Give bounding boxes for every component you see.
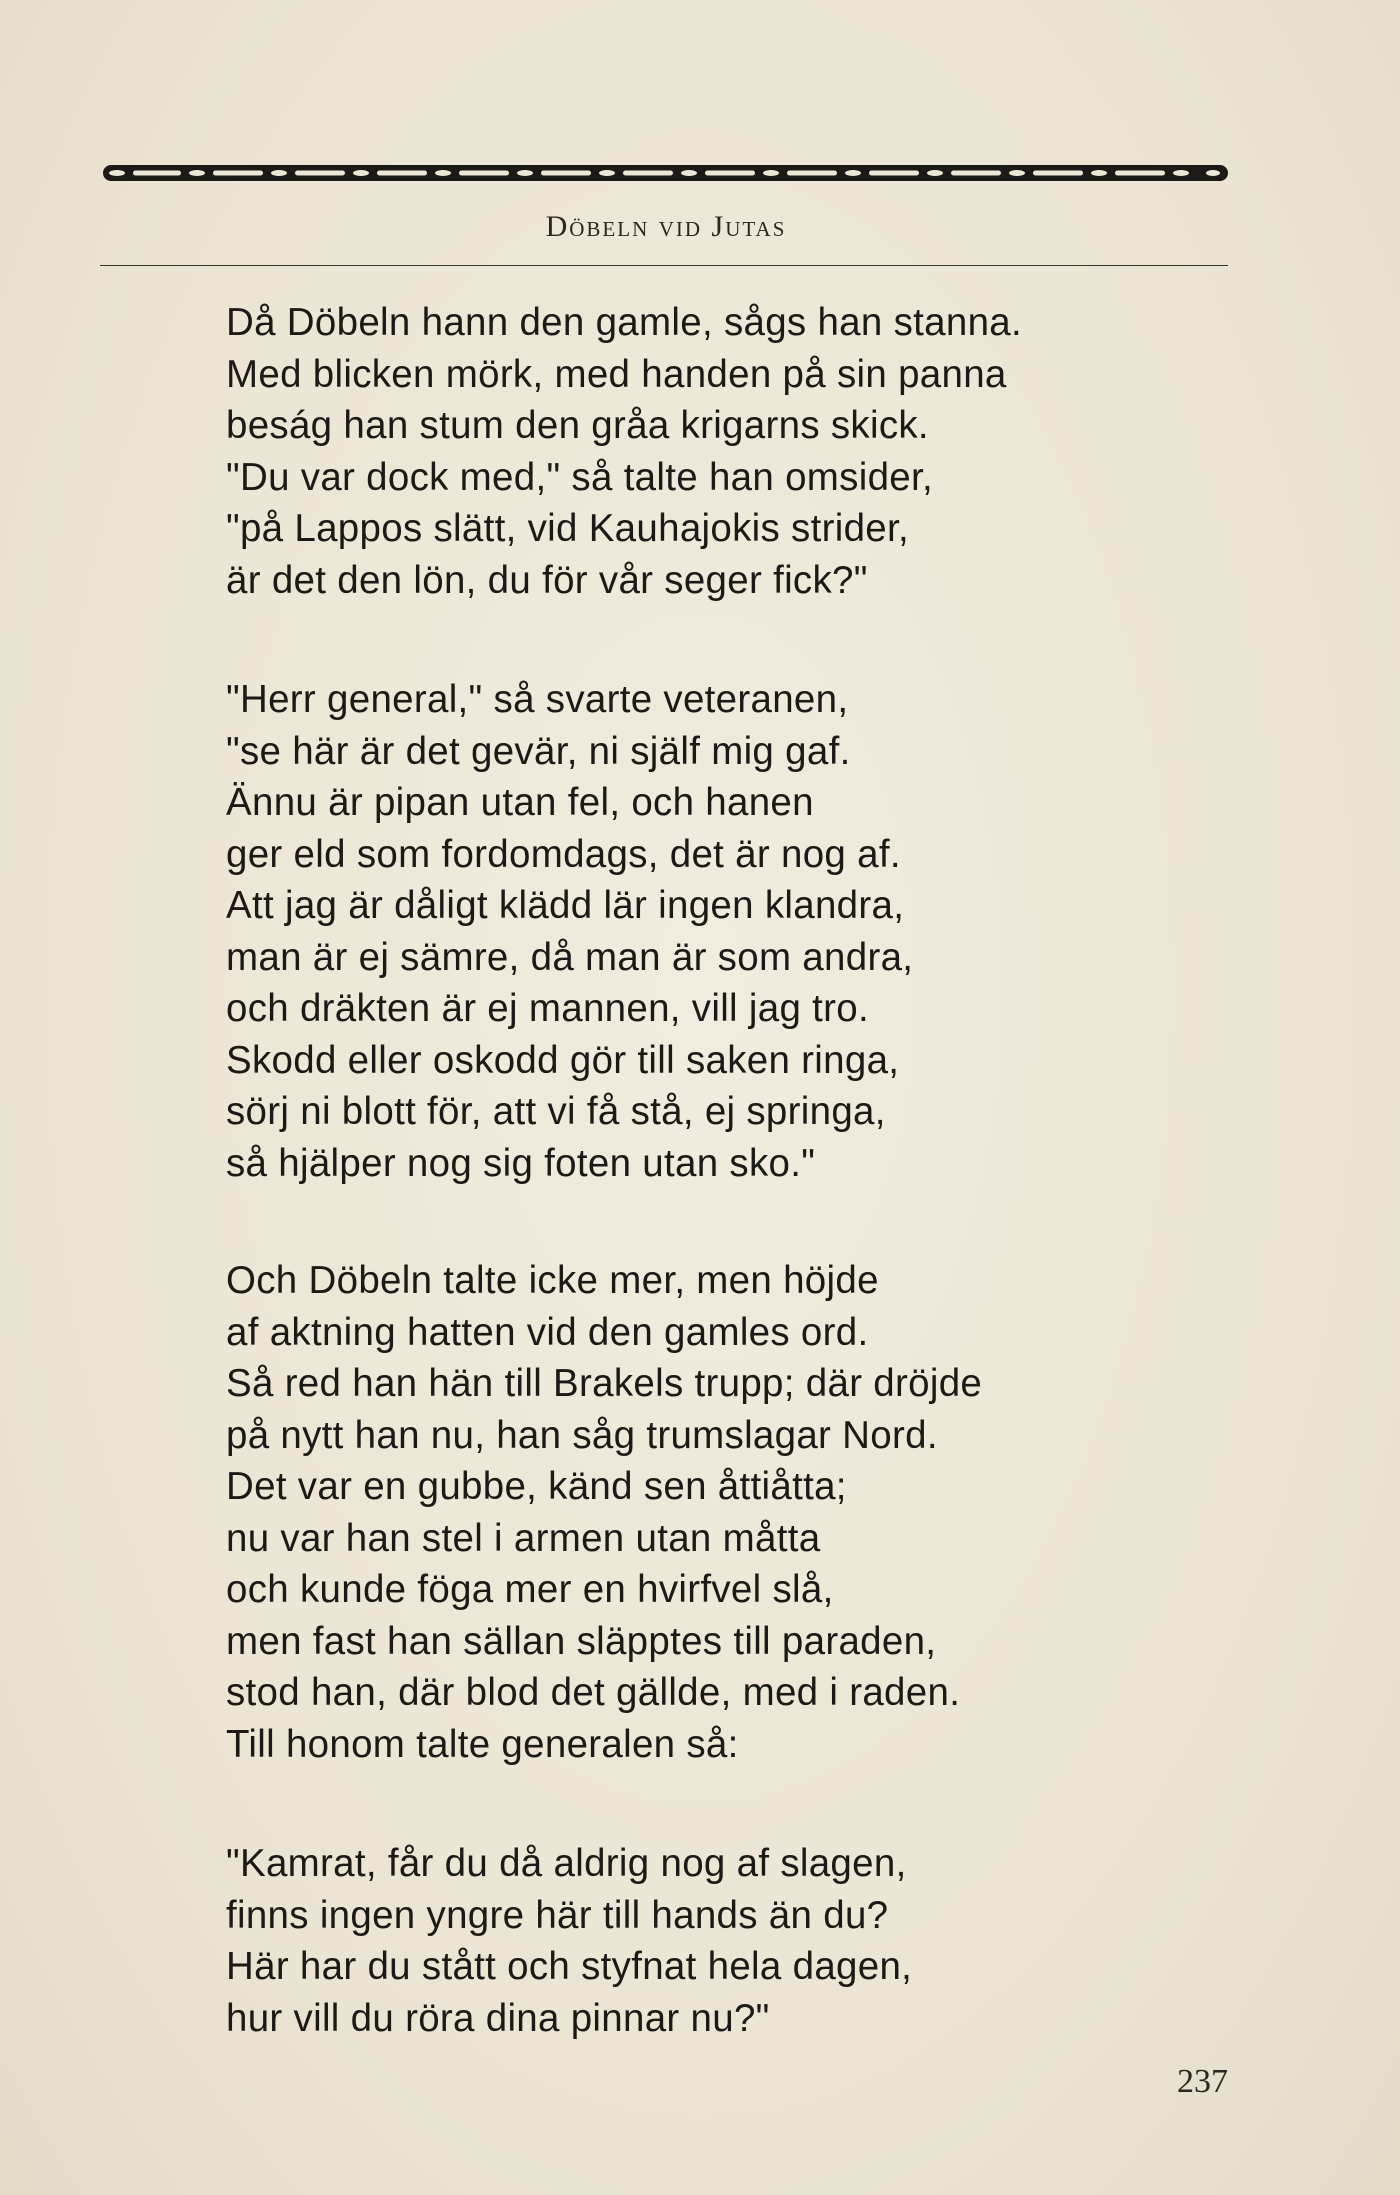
stanza-2	[226, 674, 1246, 1189]
poem-line: stod han, där blod det gällde, med i raden.	[226, 1671, 961, 1714]
stanza-break	[226, 1770, 1246, 1838]
header-rule	[100, 265, 1228, 266]
poem-line: "Herr general," så svarte veteranen,	[226, 678, 849, 721]
poem-line: Skodd eller oskodd gör till saken ringa,	[226, 1038, 900, 1082]
poem-line: Att jag är dåligt klädd lär ingen klandra,	[226, 884, 905, 927]
poem-line: "Du var dock med," så talte han omsider,	[226, 455, 933, 499]
poem-line: Det var en gubbe, känd sen åttiåtta;	[226, 1465, 847, 1508]
poem-line: Här har du stått och styfnat hela dagen,	[226, 1945, 913, 1988]
stanza-break	[226, 1189, 1246, 1255]
poem-line: Med blicken mörk, med handen på sin panna	[226, 352, 1007, 396]
poem-line: beság han stum den gråa krigarns skick.	[226, 404, 929, 447]
poem-line: Och Döbeln talte icke mer, men höjde	[226, 1259, 879, 1302]
poem-line: man är ej sämre, då man är som andra,	[226, 935, 914, 979]
poem-body	[226, 297, 1246, 2044]
poem-line: Ännu är pipan utan fel, och hanen	[226, 781, 814, 824]
poem-line: och kunde föga mer en hvirfvel slå,	[226, 1568, 834, 1611]
poem-line: hur vill du röra dina pinnar nu?"	[226, 1996, 770, 2040]
stanza-3	[226, 1255, 1246, 1770]
poem-line: nu var han stel i armen utan måtta	[226, 1516, 821, 1560]
poem-line: ger eld som fordomdags, det är nog af.	[226, 832, 901, 876]
poem-line: och dräkten är ej mannen, vill jag tro.	[226, 987, 870, 1030]
running-head: Döbeln vid Jutas	[545, 210, 787, 243]
stanza-break	[226, 606, 1246, 674]
poem-line: Till honom talte generalen så:	[226, 1722, 739, 1766]
poem-line: finns ingen yngre här till hands än du?	[226, 1893, 889, 1937]
page-number: 237	[1177, 2063, 1228, 2100]
poem-line: "se här är det gevär, ni själf mig gaf.	[226, 729, 851, 773]
decorative-chain-ornament	[103, 158, 1228, 188]
poem-line: på nytt han nu, han såg trumslagar Nord.	[226, 1413, 938, 1457]
poem-line: "på Lappos slätt, vid Kauhajokis strider,	[226, 507, 909, 550]
stanza-1	[226, 297, 1246, 606]
poem-line: så hjälper nog sig foten utan sko."	[226, 1141, 816, 1185]
poem-line: Så red han hän till Brakels trupp; där dröjde	[226, 1362, 983, 1405]
poem-line: Då Döbeln hann den gamle, sågs han stanna.	[226, 301, 1022, 344]
stanza-4	[226, 1838, 1246, 2044]
poem-line: af aktning hatten vid den gamles ord.	[226, 1310, 869, 1354]
poem-line: "Kamrat, får du då aldrig nog af slagen,	[226, 1842, 907, 1885]
poem-line: sörj ni blott för, att vi få stå, ej springa,	[226, 1090, 886, 1133]
poem-line: men fast han sällan släpptes till paraden,	[226, 1619, 937, 1663]
poem-line: är det den lön, du för vår seger fick?"	[226, 558, 868, 602]
